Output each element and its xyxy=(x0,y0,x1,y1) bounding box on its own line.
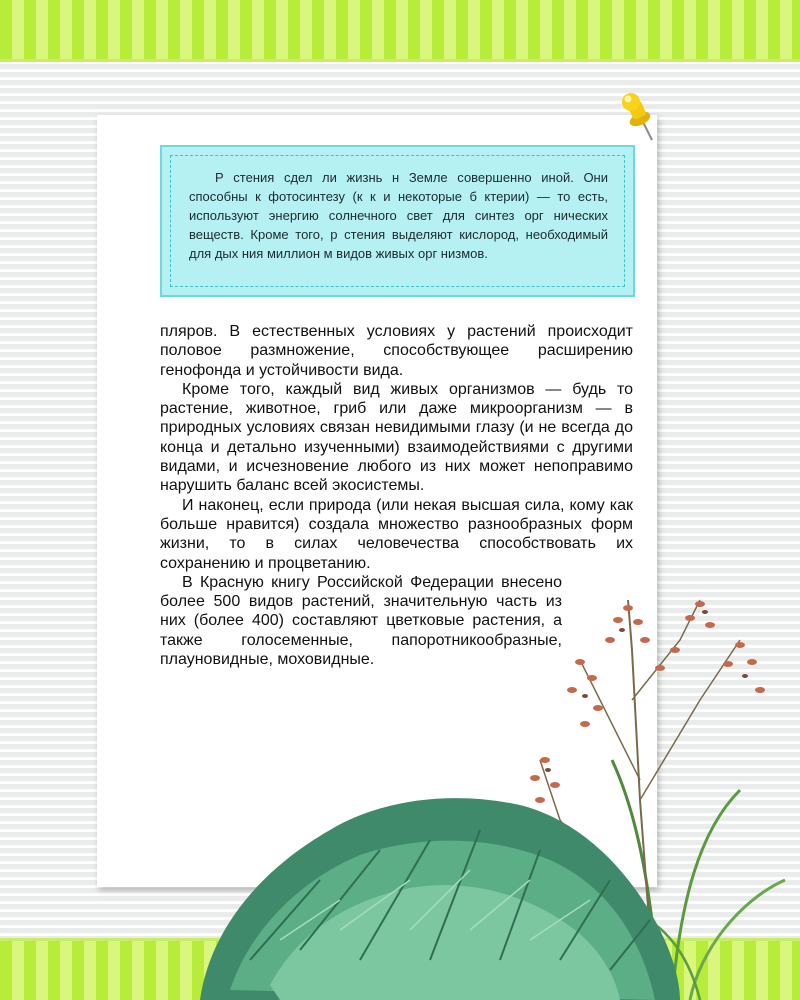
info-box xyxy=(160,145,635,297)
paragraph-3: И наконец, если природа (или некая высшая сила, кому как больше нравится) создала множество разнообразных форм жизни, то в силах человечества способствовать их сохранению и процветанию. xyxy=(160,496,633,572)
paragraph-4: В Красную книгу Российской Федерации внесено более 500 видов растений, значительную часть из них (более 400) составляют цветковые растения, а также голосеменные, папоротникообразные, плауновидные, моховидные. xyxy=(160,573,562,669)
top-stripe-band xyxy=(0,0,800,62)
bottom-stripe-band xyxy=(0,938,800,1000)
info-box-text: Р стения сдел ли жизнь н Земле совершенно иной. Они способны к фотосинтезу (к к и некоторые б ктерии) — то есть, используют энергию солнечного свет для синтез орг нических веществ. Кроме того, р стения выделяют кислород, необходимый для дых ния миллион м видов живых орг низмов. xyxy=(189,170,608,261)
pushpin-icon xyxy=(610,88,670,148)
paragraph-2: Кроме того, каждый вид живых организмов — будь то растение, животное, гриб или даже микроорганизм — в природных условиях связан невидимыми глазу (и не всегда до конца и детально изученными) взаимодействиями с другими видами, и исчезновение любого из них может непоправимо нарушить баланс всей экосистемы. xyxy=(160,380,633,495)
main-text xyxy=(160,322,633,669)
paragraph-1: пляров. В естественных условиях у растений происходит половое размножение, способствующее расширению генофонда и устойчивости вида. xyxy=(160,323,633,379)
info-box-dashed-frame xyxy=(170,155,625,287)
